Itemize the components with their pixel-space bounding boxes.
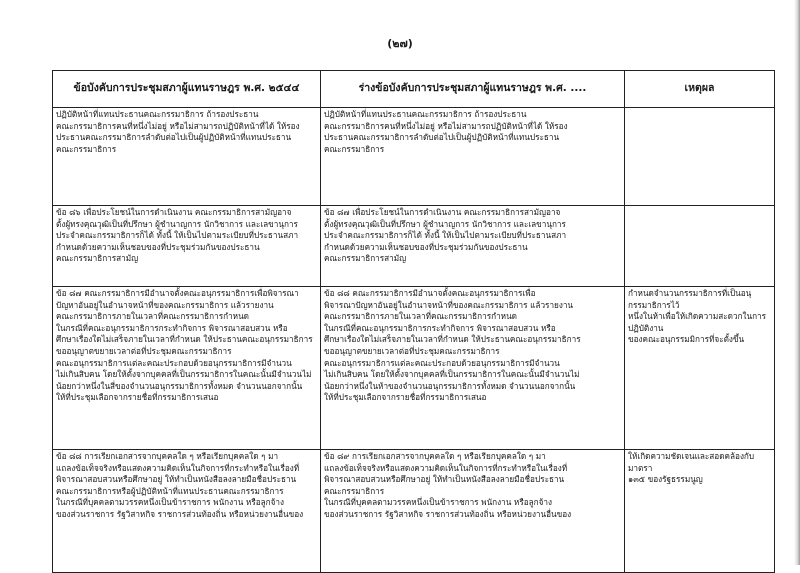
- text-line: ประธานคณะกรรมาธิการลำดับต่อไปเป็นผู้ปฏิบัติหน้าที่แทนประธาน: [324, 132, 560, 143]
- text-line: ข้อ ๘๗ เพื่อประโยชน์ในการดำเนินงาน คณะกรรมาธิการสามัญอาจ: [324, 207, 561, 217]
- text-line: ในกรณีที่บุคคลตามวรรคหนึ่งเป็นข้าราชการ พนักงาน หรือลูกจ้าง: [324, 497, 553, 508]
- text-line: คณะกรรมาธิการ: [56, 143, 117, 154]
- text-line: คณะกรรมาธิการสามัญ: [56, 253, 139, 264]
- text-line: ในกรณีที่บุคคลตามวรรคหนึ่งเป็นข้าราชการ พนักงาน หรือลูกจ้าง: [56, 497, 285, 508]
- text-line: ของส่วนราชการ รัฐวิสาหกิจ ราชการส่วนท้องถิ่น หรือหน่วยงานอื่นของ: [56, 508, 304, 519]
- text-line: คณะกรรมาธิการ: [324, 485, 385, 496]
- text-line: คณะอนุกรรมาธิการแต่ละคณะประกอบด้วยอนุกรรมาธิการมีจำนวน: [324, 357, 560, 368]
- text-line: คณะกรรมาธิการหรือผู้ปฏิบัติหน้าที่แทนประธานคณะกรรมาธิการ: [56, 485, 284, 496]
- text-line: ประธานคณะกรรมาธิการลำดับต่อไปเป็นผู้ปฏิบัติหน้าที่แทนประธาน: [56, 132, 292, 143]
- text-line: หนึ่งในห้าเพื่อให้เกิดความสะดวกในการ: [628, 311, 767, 322]
- page-number: (๒๗): [387, 37, 413, 50]
- text-line: กำหนดด้วยความเห็นชอบของที่ประชุมร่วมกันของประธาน: [324, 241, 528, 252]
- comparison-table: [52, 70, 775, 573]
- reason-cell: [625, 287, 775, 450]
- text-line: กำหนดด้วยความเห็นชอบของที่ประชุมร่วมกันของประธาน: [56, 241, 260, 252]
- text-line: คณะกรรมาธิการคนที่หนึ่งไม่อยู่ หรือไม่สามารถปฏิบัติหน้าที่ได้ ให้รอง: [324, 120, 568, 131]
- text-line: ปฏิบัติงาน: [628, 322, 664, 333]
- current-regulation-cell: [53, 287, 321, 450]
- text-line: ๑๓๕ ของรัฐธรรมนูญ: [628, 474, 703, 485]
- text-line: ไม่เกินสิบคน โดยให้ตั้งจากบุคคลที่เป็นกรรมาธิการในคณะนั้นมีจำนวนไม่: [56, 369, 312, 380]
- draft-regulation-cell: [321, 450, 625, 573]
- text-line: พิจารณาปัญหาอันอยู่ในอำนาจหน้าที่ของคณะกรรมาธิการ แล้วรายงาน: [324, 299, 574, 310]
- text-line: ขออนุญาตขยายเวลาต่อที่ประชุมคณะกรรมาธิการ: [56, 345, 232, 356]
- scan-edge-shadow: [794, 0, 800, 565]
- draft-regulation-cell: [321, 108, 625, 206]
- text-line: ขออนุญาตขยายเวลาต่อที่ประชุมคณะกรรมาธิการ: [324, 345, 500, 356]
- reason-cell: [625, 108, 775, 206]
- text-line: ให้ที่ประชุมเลือกจากรายชื่อที่กรรมาธิการเสนอ: [56, 392, 219, 403]
- text-line: ข้อ ๘๘ คณะกรรมาธิการมีอำนาจตั้งคณะอนุกรรมาธิการเพื่อ: [324, 288, 536, 298]
- text-line: ปฏิบัติหน้าที่แทนประธานคณะกรรมาธิการ ถ้ารองประธาน: [324, 109, 527, 119]
- text-line: ตั้งผู้ทรงคุณวุฒิเป็นที่ปรึกษา ผู้ชำนาญการ นักวิชาการ และเลขานุการ: [324, 218, 566, 229]
- header-reason: เหตุผล: [625, 71, 775, 108]
- text-line: ข้อ ๘๖ เพื่อประโยชน์ในการดำเนินงาน คณะกรรมาธิการสามัญอาจ: [56, 207, 292, 217]
- text-line: น้อยกว่าหนึ่งในห้าของจำนวนอนุกรรมาธิการทั้งหมด จำนวนนอกจากนั้น: [324, 380, 576, 391]
- table-row: [53, 206, 775, 287]
- text-line: ข้อ ๘๗ คณะกรรมาธิการมีอำนาจตั้งคณะอนุกรรมาธิการเพื่อพิจารณา: [56, 288, 299, 298]
- text-line: พิจารณาสอบสวนหรือศึกษาอยู่ ให้ทำเป็นหนังสือลงลายมือชื่อประธาน: [56, 474, 297, 485]
- reason-cell: [625, 206, 775, 287]
- draft-regulation-cell: [321, 206, 625, 287]
- text-line: กรรมาธิการไว้: [628, 299, 680, 310]
- text-line: คณะกรรมาธิการ: [324, 143, 385, 154]
- text-line: ไม่เกินสิบคน โดยให้ตั้งจากบุคคลที่เป็นกรรมาธิการในคณะนั้นมีจำนวนไม่: [324, 369, 580, 380]
- current-regulation-cell: [53, 450, 321, 573]
- text-line: ปัญหาอันอยู่ในอำนาจหน้าที่ของคณะกรรมาธิการ แล้วรายงาน: [56, 299, 274, 310]
- text-line: น้อยกว่าหนึ่งในสี่ของจำนวนอนุกรรมาธิการทั้งหมด จำนวนนอกจากนั้น: [56, 380, 303, 391]
- draft-regulation-cell: [321, 287, 625, 450]
- text-line: ประจำคณะกรรมาธิการก็ได้ ทั้งนี้ ให้เป็นไปตามระเบียบที่ประธานสภา: [56, 230, 299, 241]
- text-line: แถลงข้อเท็จจริงหรือแสดงความคิดเห็นในกิจการที่กระทำหรือในเรื่องที่: [324, 462, 568, 473]
- text-line: กำหนดจำนวนกรรมาธิการที่เป็นอนุ: [628, 288, 752, 298]
- text-line: คณะอนุกรรมาธิการแต่ละคณะประกอบด้วยอนุกรรมาธิการมีจำนวน: [56, 357, 292, 368]
- text-line: คณะกรรมาธิการสามัญ: [324, 253, 407, 264]
- text-line: ให้ที่ประชุมเลือกจากรายชื่อที่กรรมาธิการเสนอ: [324, 392, 487, 403]
- current-regulation-cell: [53, 206, 321, 287]
- table-row: [53, 450, 775, 573]
- text-line: คณะกรรมาธิการคนที่หนึ่งไม่อยู่ หรือไม่สามารถปฏิบัติหน้าที่ได้ ให้รอง: [56, 120, 300, 131]
- current-regulation-cell: [53, 108, 321, 206]
- header-current-regulation: ข้อบังคับการประชุมสภาผู้แทนราษฎร พ.ศ. ๒๕๔๔: [53, 71, 321, 108]
- text-line: แถลงข้อเท็จจริงหรือแสดงความคิดเห็นในกิจการที่กระทำหรือในเรื่องที่: [56, 462, 300, 473]
- text-line: ในกรณีที่คณะอนุกรรมาธิการกระทำกิจการ พิจารณาสอบสวน หรือ: [324, 322, 556, 333]
- table-row: [53, 287, 775, 450]
- reason-cell: [625, 450, 775, 573]
- text-line: พิจารณาสอบสวนหรือศึกษาอยู่ ให้ทำเป็นหนังสือลงลายมือชื่อประธาน: [324, 474, 565, 485]
- text-line: ศึกษาเรื่องใดไม่เสร็จภายในเวลาที่กำหนด ให้ประธานคณะอนุกรรมาธิการ: [56, 334, 313, 345]
- text-line: คณะกรรมาธิการภายในเวลาที่คณะกรรมาธิการกำหนด: [56, 311, 249, 322]
- text-line: ปฏิบัติหน้าที่แทนประธานคณะกรรมาธิการ ถ้ารองประธาน: [56, 109, 259, 119]
- text-line: ของส่วนราชการ รัฐวิสาหกิจ ราชการส่วนท้องถิ่น หรือหน่วยงานอื่นของ: [324, 508, 572, 519]
- text-line: ให้เกิดความชัดเจนและสอดคล้องกับมาตรา: [628, 451, 755, 473]
- text-line: ศึกษาเรื่องใดไม่เสร็จภายในเวลาที่กำหนด ให้ประธานคณะอนุกรรมาธิการ: [324, 334, 581, 345]
- text-line: คณะกรรมาธิการภายในเวลาที่คณะกรรมาธิการกำหนด: [324, 311, 517, 322]
- table-row: [53, 108, 775, 206]
- text-line: ข้อ ๘๘ การเรียกเอกสารจากบุคคลใด ๆ หรือเรียกบุคคลใด ๆ มา: [56, 451, 279, 461]
- text-line: ของคณะอนุกรรมมิการที่จะตั้งขึ้น: [628, 334, 745, 345]
- text-line: ข้อ ๘๙ การเรียกเอกสารจากบุคคลใด ๆ หรือเรียกบุคคลใด ๆ มา: [324, 451, 546, 461]
- table-header-row: [53, 71, 775, 108]
- text-line: ในกรณีที่คณะอนุกรรมาธิการกระทำกิจการ พิจารณาสอบสวน หรือ: [56, 322, 288, 333]
- text-line: ประจำคณะกรรมาธิการก็ได้ ทั้งนี้ ให้เป็นไปตามระเบียบที่ประธานสภา: [324, 230, 567, 241]
- header-draft-regulation: ร่างข้อบังคับการประชุมสภาผู้แทนราษฎร พ.ศ. ....: [321, 71, 625, 108]
- text-line: ตั้งผู้ทรงคุณวุฒิเป็นที่ปรึกษา ผู้ชำนาญการ นักวิชาการ และเลขานุการ: [56, 218, 298, 229]
